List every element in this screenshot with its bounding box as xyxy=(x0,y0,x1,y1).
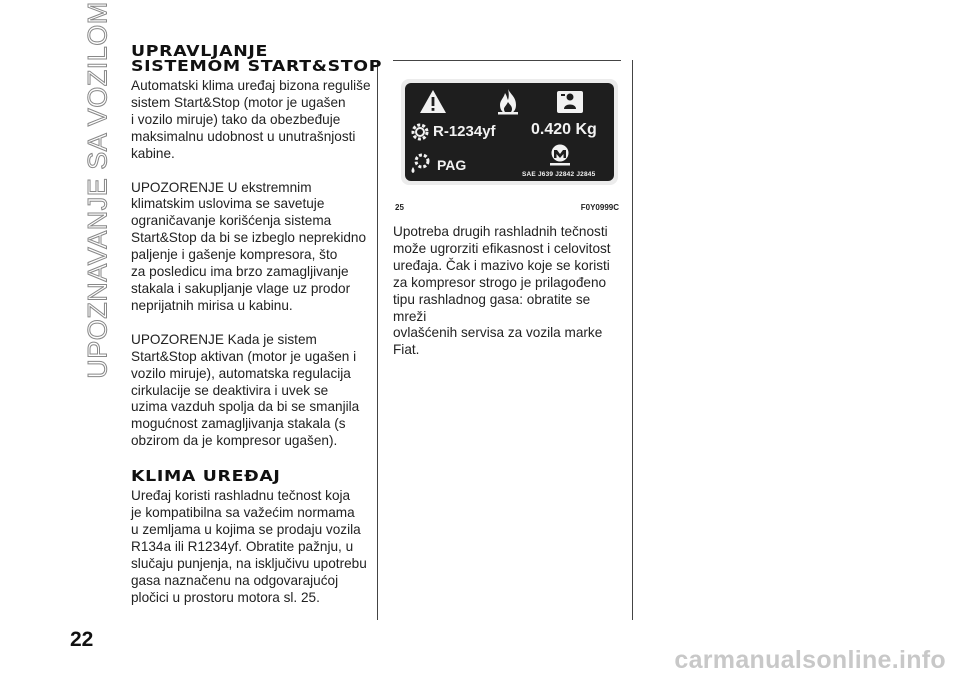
warning-icon xyxy=(419,89,447,114)
paragraph-warning-start-stop-active: UPOZORENJE Kada je sistem Start&Stop aktivan (motor je ugašen i vozilo miruje), automatska regulacija cirkulacije se deaktivira i uvek se uzima vazduh spolja da bi se smanjila mogućnost zamagljivanja stakala (s obzirom da je kompresor ugašen). xyxy=(131,331,360,449)
mopar-logo-icon xyxy=(545,144,575,166)
figure-caption xyxy=(393,203,621,212)
section-side-title-text: UPOZNAVANJE SA VOZILOM xyxy=(82,1,113,379)
flammable-icon xyxy=(497,88,519,115)
right-column xyxy=(393,60,621,359)
refrigerant-label-plate xyxy=(405,83,614,181)
paragraph-warning-extreme-climate: UPOZORENJE U ekstremnim klimatskim uslovima se savetuje ograničavanje korišćenja sistema Start&Stop da bi se izbeglo neprekidno paljenje i gašenje kompresora, što za posledicu ima brzo zamagljivanje stakala i sakupljanje vlage uz prodor neprijatnih mirisa u kabinu. xyxy=(131,179,367,313)
paragraph-other-refrigerants: Upotreba drugih rashladnih tečnosti može ugrorziti efikasnost i celovitost uređaja. Čak i mazivo koje se koristi za kompresor strogo je prilagođeno tipu rashladnog gasa: obratite se mreži ovlašćenih servisa za vozila marke Fiat. xyxy=(393,224,611,358)
service-manual-icon xyxy=(555,88,585,115)
label-standards: SAE J639 J2842 J2845 xyxy=(522,171,596,178)
paragraph-start-stop-intro: Automatski klima uređaj bizona reguliše sistem Start&Stop (motor je ugašen i vozilo miruje) tako da obezbeđuje maksimalnu udobnost u unutrašnjosti kabine. xyxy=(131,78,371,161)
refrigerant-quantity: 0.420 Kg xyxy=(531,121,597,138)
gear-icon xyxy=(409,121,431,143)
heading-start-stop: UPRAVLJANJE SISTEMOM START&STOP xyxy=(131,42,383,75)
page-number: 22 xyxy=(70,628,94,651)
figure-number: 25 xyxy=(395,203,404,212)
heading-air-conditioner: KLIMA UREĐAJ xyxy=(131,467,281,486)
figure-code: F0Y0999C xyxy=(580,203,619,212)
watermark: carmanualsonline.info xyxy=(674,646,946,674)
paragraph-refrigerant: Uređaj koristi rashladnu tečnost koja je kompatibilna sa važećim normama u zemljama u kojima se prodaju vozila R134a ili R1234yf. Obratite pažnju, u slučaju punjenja, na isključivu upotrebu gasa naznačenu na odgovarajućoj pločici u prostoru motora sl. 25. xyxy=(131,488,367,605)
oil-gear-icon xyxy=(409,151,433,175)
refrigerant-type: R-1234yf xyxy=(433,123,496,140)
column-divider-right xyxy=(632,60,633,620)
figure-top-rule xyxy=(393,60,621,61)
left-column xyxy=(131,42,383,606)
section-side-title xyxy=(78,1,118,379)
refrigerant-label-figure xyxy=(401,79,618,185)
oil-type: PAG xyxy=(437,157,467,173)
column-divider-left xyxy=(377,60,378,620)
